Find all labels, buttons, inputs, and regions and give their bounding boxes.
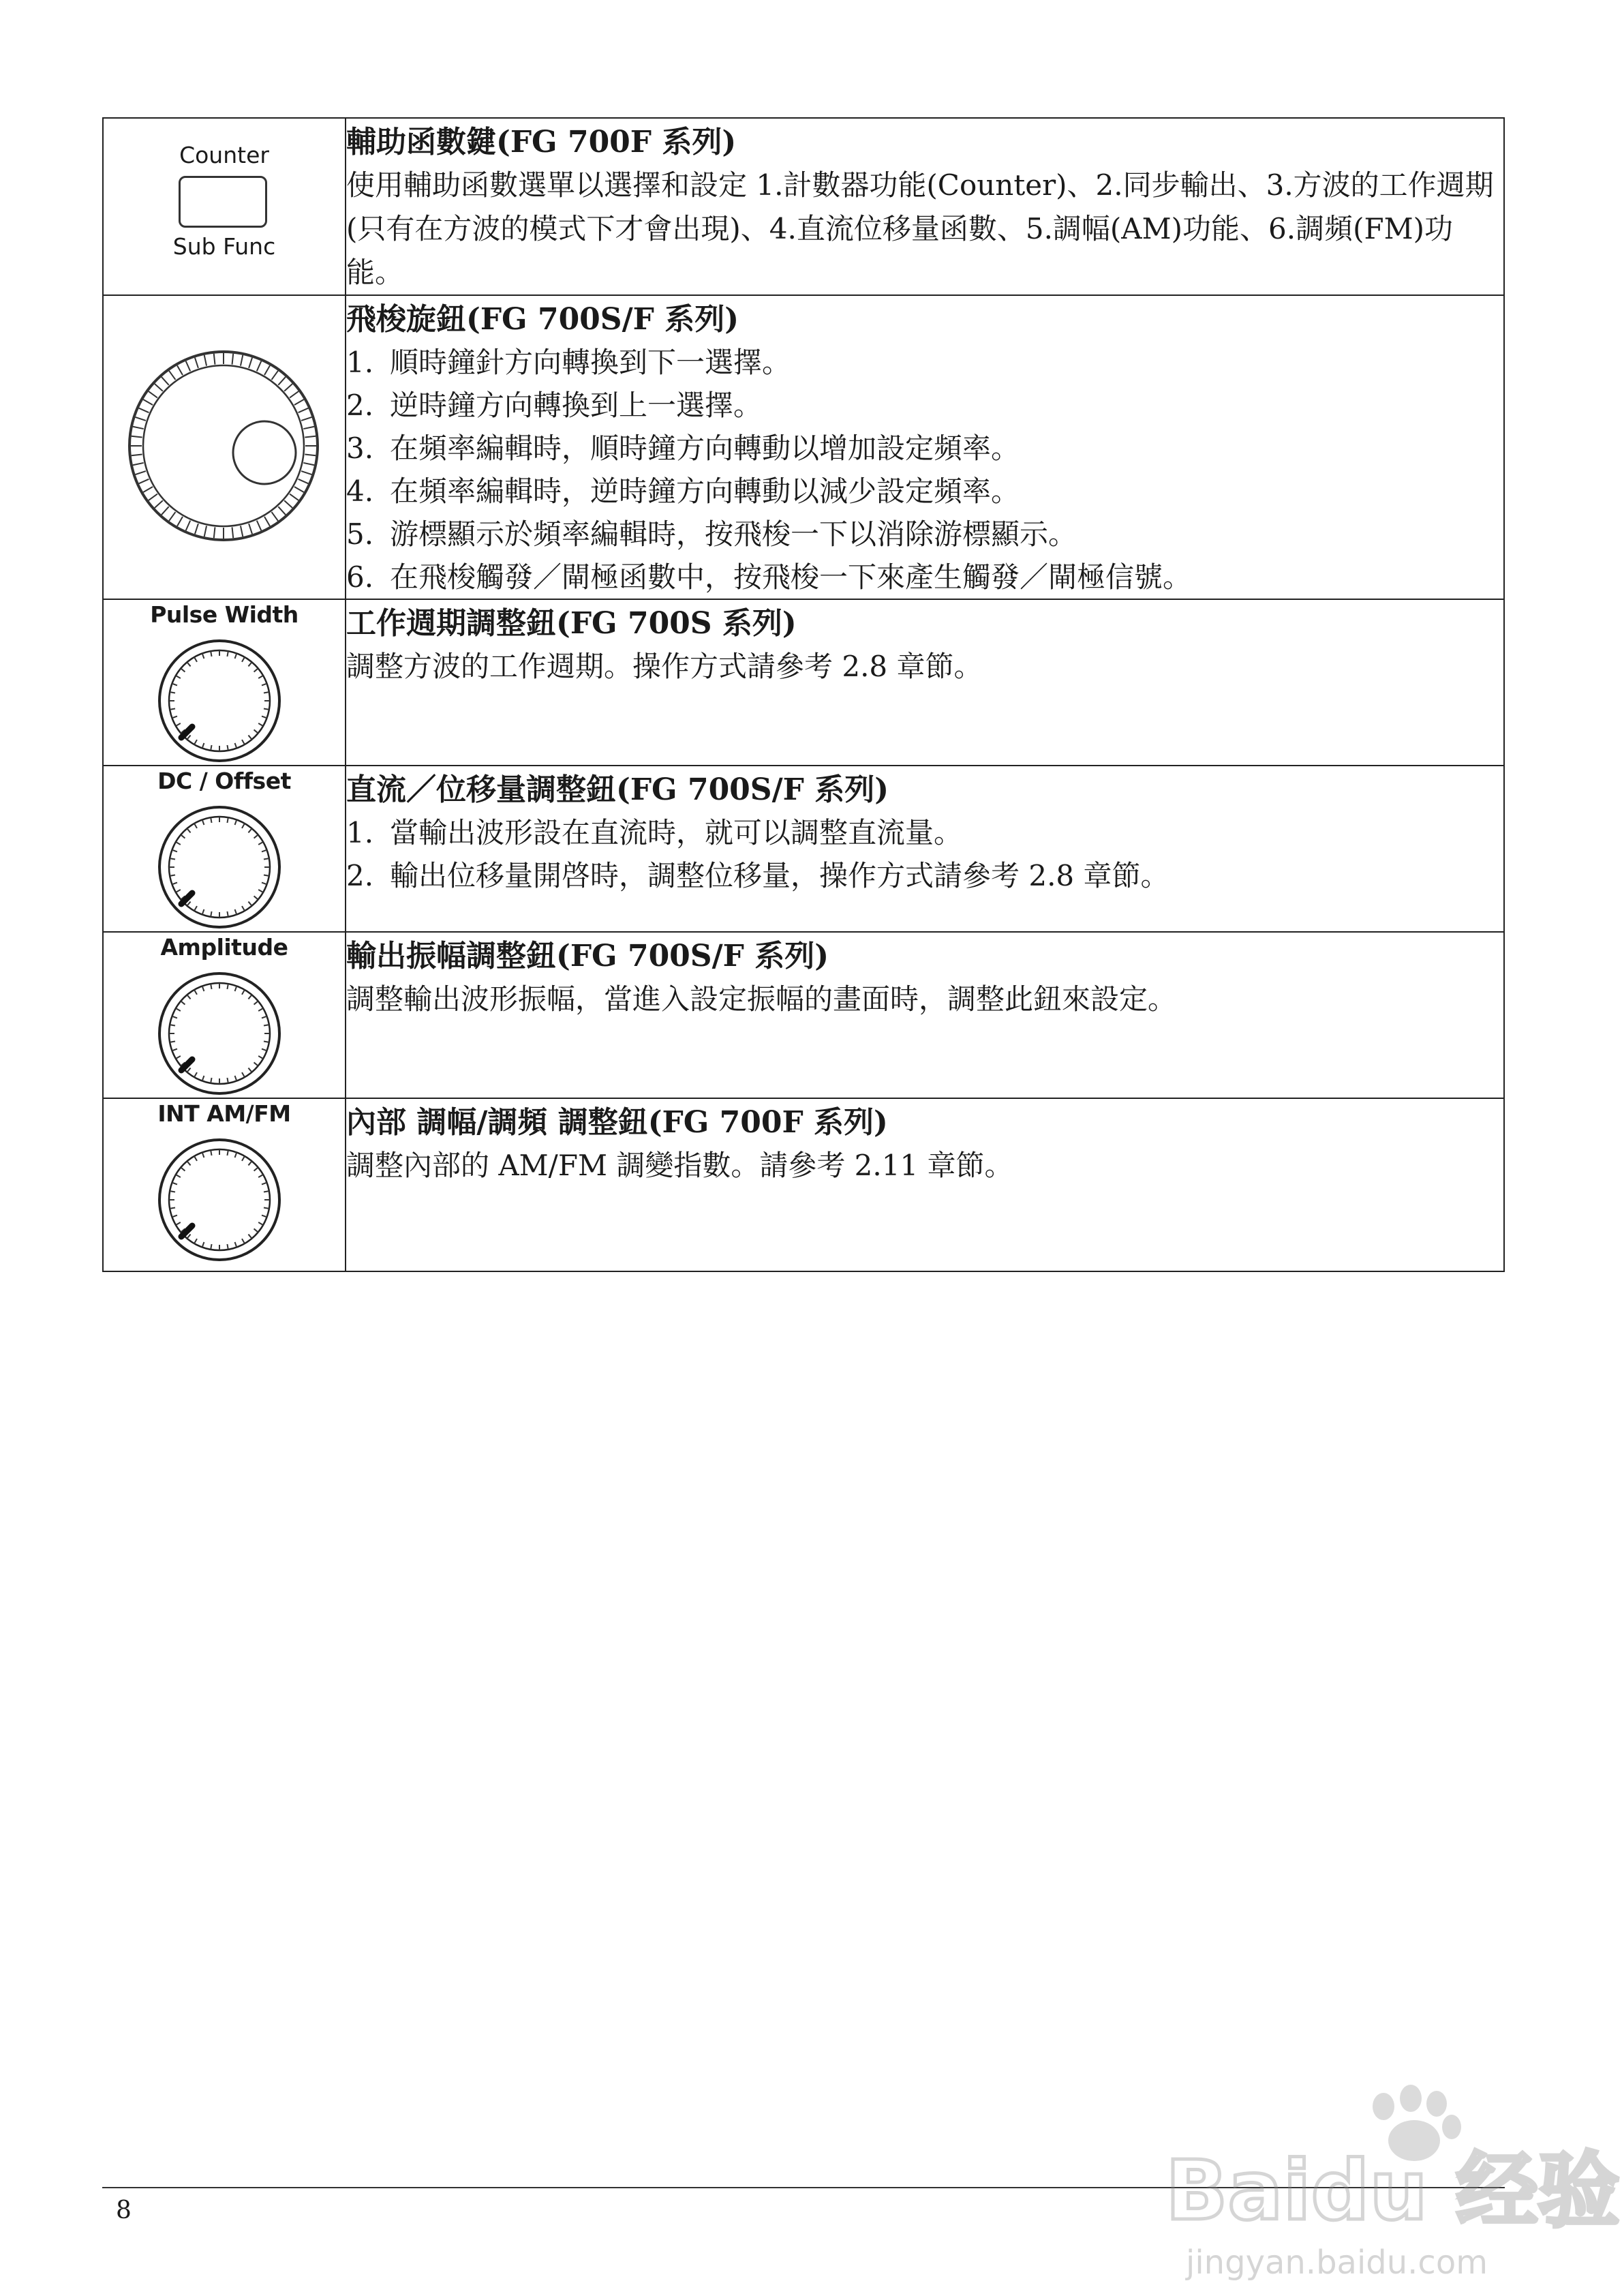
list-item: 5. 游標顯示於頻率編輯時，按飛梭一下以消除游標顯示。: [346, 517, 1077, 551]
instruction-list: [346, 341, 1503, 599]
sub-func-button-icon: [179, 176, 267, 228]
jog-wheel-icon: [128, 344, 319, 548]
text-cell: [346, 295, 1504, 599]
watermark-url: jingyan.baidu.com: [1186, 2244, 1488, 2282]
sub-func-label: Sub Func: [172, 233, 276, 260]
row-title: 輔助函數鍵(FG 700F 系列): [346, 125, 737, 160]
function-table: [102, 117, 1505, 1272]
page-number: 8: [116, 2196, 132, 2224]
pulse-width-knob-icon: [151, 634, 288, 764]
row-title: 工作週期調整鈕(FG 700S 系列): [346, 606, 797, 641]
text-cell: [346, 932, 1504, 1098]
counter-label: Counter: [179, 142, 269, 168]
row-description: 調整輸出波形振幅，當進入設定振幅的畫面時，調整此鈕來設定。: [346, 982, 1177, 1016]
knob-label: INT AM/FM: [157, 1100, 291, 1127]
list-item: 6. 在飛梭觸發／閘極函數中，按飛梭一下來產生觸發／閘極信號。: [346, 560, 1192, 594]
icon-cell: [103, 295, 346, 599]
table-row: [103, 118, 1504, 295]
table-row: [103, 766, 1504, 932]
knob-label: Amplitude: [160, 934, 288, 961]
dc-offset-knob-icon: [151, 800, 288, 930]
row-title: 輸出振幅調整鈕(FG 700S/F 系列): [346, 939, 829, 973]
text-cell: [346, 599, 1504, 766]
list-item: 1. 當輸出波形設在直流時，就可以調整直流量。: [346, 816, 963, 849]
baidu-watermark-logo: [1159, 2079, 1620, 2284]
int-am-fm-knob-icon: [151, 1133, 288, 1263]
row-title: 直流／位移量調整鈕(FG 700S/F 系列): [346, 772, 889, 807]
row-description: 調整內部的 AM/FM 調變指數。請參考 2.11 章節。: [346, 1149, 1013, 1182]
icon-cell: [103, 932, 346, 1098]
text-cell: [346, 1098, 1504, 1271]
knob-label: DC / Offset: [157, 768, 291, 794]
list-item: 4. 在頻率編輯時，逆時鐘方向轉動以減少設定頻率。: [346, 474, 1020, 508]
list-item: 2. 輸出位移量開啓時，調整位移量，操作方式請參考 2.8 章節。: [346, 859, 1169, 892]
table-row: [103, 1098, 1504, 1271]
text-cell: [346, 766, 1504, 932]
list-item: 2. 逆時鐘方向轉換到上一選擇。: [346, 389, 763, 422]
icon-cell: [103, 1098, 346, 1271]
list-item: 1. 順時鐘針方向轉換到下一選擇。: [346, 346, 791, 379]
row-title: 飛梭旋鈕(FG 700S/F 系列): [346, 302, 739, 337]
table-row: [103, 599, 1504, 766]
list-item: 3. 在頻率編輯時，順時鐘方向轉動以增加設定頻率。: [346, 432, 1020, 465]
icon-cell: [103, 766, 346, 932]
instruction-list: [346, 811, 1503, 897]
text-cell: [346, 118, 1504, 295]
table-row: [103, 295, 1504, 599]
row-description: 使用輔助函數選單以選擇和設定 1.計數器功能(Counter)、2.同步輸出、3.方波的工作週期(只有在方波的模式下才會出現)、4.直流位移量函數、5.調幅(AM)功能、6.調頻(FM)功能。: [346, 168, 1494, 289]
knob-label: Pulse Width: [150, 601, 299, 628]
icon-cell: [103, 118, 346, 295]
amplitude-knob-icon: [151, 967, 288, 1096]
watermark-brand: Baidu 经验: [1165, 2144, 1620, 2239]
row-title: 內部 調幅/調頻 調整鈕(FG 700F 系列): [346, 1105, 888, 1140]
icon-cell: [103, 599, 346, 766]
row-description: 調整方波的工作週期。操作方式請參考 2.8 章節。: [346, 650, 983, 683]
table-row: [103, 932, 1504, 1098]
